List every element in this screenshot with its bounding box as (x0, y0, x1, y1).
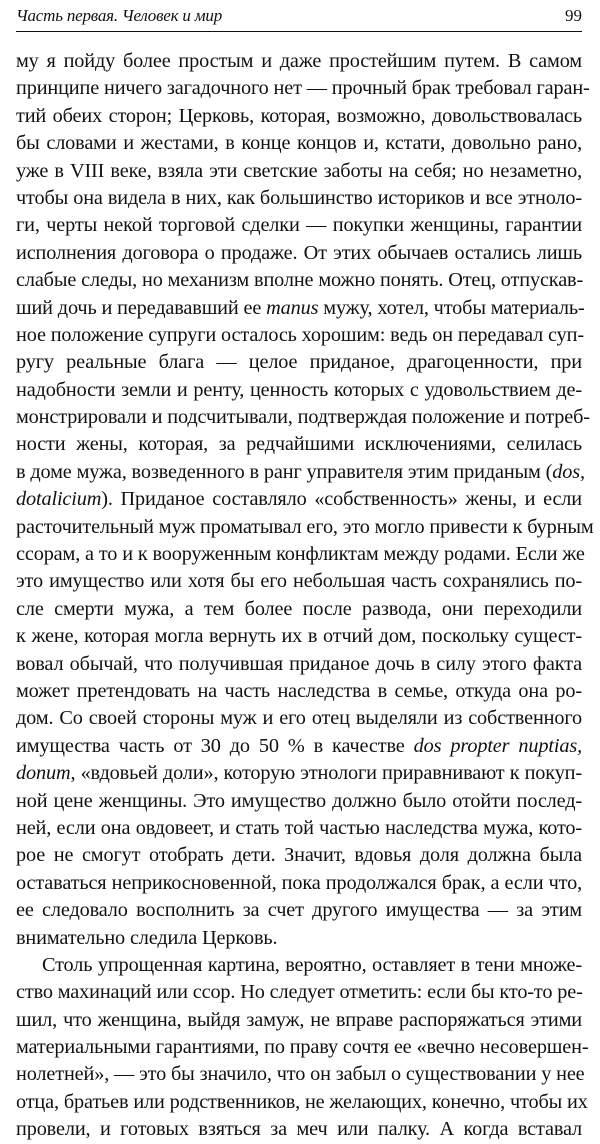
text-run: исполнения договора о продаже. От этих обычаев остались лишь (16, 241, 582, 264)
text-run: в доме мужа, возведенного в ранг управителя этим приданым ( (16, 460, 553, 483)
italic-term: dos propter nuptias, (413, 734, 582, 757)
text-run: чтобы она видела в них, как большинство историков и все этноло- (16, 186, 582, 209)
text-run: ство махинаций или ссор. Но следует отметить: если бы кто-то ре- (16, 981, 583, 1004)
text-run: , «вдовьей доли», которую этнологи приравнивают к покуп- (70, 762, 582, 785)
text-line (16, 760, 582, 787)
text-line (16, 1116, 582, 1143)
italic-term: dos, (552, 460, 585, 483)
text-line (16, 459, 585, 486)
text-run: монстрировали и подсчитывали, подтверждая положение и потреб- (16, 406, 590, 429)
text-line (16, 322, 582, 349)
text-line (16, 678, 582, 705)
text-line (16, 240, 582, 267)
text-run: слабые следы, но механизм вполне можно понять. Отец, отпускав- (16, 269, 584, 292)
text-line (16, 130, 582, 157)
text-run: вовал обычай, что получившая приданое дочь в силу этого факта (16, 652, 582, 675)
text-line (16, 212, 582, 239)
running-title: Часть первая. Человек и мир (16, 6, 223, 25)
text-run: дом. Со своей стороны муж и его отец выделяли из собственного (16, 707, 582, 730)
text-line (16, 1034, 589, 1061)
text-line (16, 349, 582, 376)
text-run: материальными гарантиями, по праву сочтя ее «вечно несовершен- (16, 1036, 589, 1059)
text-run: шил, что женщина, выйдя замуж, не вправе распоряжаться этими (16, 1008, 582, 1031)
text-run: ссорам, а то и к вооруженным конфликтам между родами. Если же (16, 543, 585, 566)
text-line (16, 842, 582, 869)
text-run: рое не смогут отобрать дети. Значит, вдовья доля должна была (16, 844, 582, 867)
text-run: оставаться неприкосновенной, пока продолжался брак, а если что, (16, 871, 582, 894)
text-line (16, 404, 590, 431)
text-run: ности жены, которая, за редчайшими исключениями, селилась (16, 433, 582, 456)
text-line (16, 1089, 588, 1116)
text-line (16, 295, 585, 322)
italic-term: manus (266, 296, 319, 319)
text-run: ее следовало восполнить за счет другого имущества — за этим (16, 899, 582, 922)
text-run: нолетней», — это бы значило, что он забыл о существовании у нее (16, 1063, 585, 1086)
text-line (16, 267, 582, 294)
text-line (16, 979, 582, 1006)
text-run: му я пойду более простым и даже простейшим путем. В самом (16, 50, 582, 72)
text-run: ной цене женщины. Это имущество должно было отойти послед- (16, 789, 582, 812)
text-run: ший дочь и передававший ее (16, 296, 267, 319)
text-line (16, 377, 582, 404)
text-run: Столь упрощенная картина, вероятно, оставляет в тени множе- (42, 953, 582, 976)
text-line (16, 568, 582, 595)
text-line (16, 897, 582, 924)
text-run: ней, если она овдовеет, и стать той частью наследства мужа, кото- (16, 816, 582, 839)
text-line (16, 1007, 582, 1034)
text-line (16, 541, 585, 568)
text-run: принципе ничего загадочного нет — прочный брак требовал гаран- (16, 77, 590, 100)
text-line (16, 48, 582, 75)
text-run: мужу, хотел, чтобы материаль- (318, 296, 585, 319)
italic-term: donum (16, 762, 71, 785)
page-number: 99 (565, 6, 582, 25)
text-run: уже в VIII веке, взяла эти светские заботы на себя; но незаметно, (16, 159, 582, 182)
text-run: расточительный муж проматывал его, это могло привести к бурным (16, 515, 594, 538)
text-run: может претендовать на часть наследства в семье, откуда она ро- (16, 679, 582, 702)
text-run: ги, черты некой торговой сделки — покупки женщины, гарантии (16, 214, 582, 237)
text-line (16, 705, 582, 732)
text-line (16, 596, 582, 623)
text-line (16, 788, 582, 815)
text-line (16, 815, 582, 842)
text-line (16, 870, 582, 897)
text-line (16, 431, 582, 458)
text-line (16, 651, 582, 678)
text-line (16, 1061, 585, 1088)
text-line (16, 486, 582, 513)
text-line (16, 623, 582, 650)
text-run: ное положение супруги осталось хорошим: ведь он передавал суп- (16, 323, 584, 346)
text-run: бы словами и жестами, в конце концов и, кстати, довольно рано, (16, 132, 582, 155)
text-run: надобности земли и ренту, ценность которых с удовольствием де- (16, 378, 582, 401)
text-run: провели, и готовых взяться за меч или палку. А когда вставал (16, 1118, 582, 1141)
text-run: ). Приданое составляло «собственность» жены, и если (101, 488, 582, 511)
text-run: к жене, которая могла вернуть их в отчий дом, поскольку сущест- (16, 625, 582, 648)
italic-term: dotalicium (16, 488, 102, 511)
text-run: это имущество или хотя бы его небольшая часть сохранялись по- (16, 570, 582, 593)
text-run: внимательно следила Церковь. (16, 926, 278, 949)
text-line (16, 75, 590, 102)
text-line (16, 925, 582, 952)
text-run: сле смерти мужа, а тем более после развода, они переходили (16, 597, 582, 620)
text-line (16, 158, 582, 185)
text-run: имущества часть от 30 до 50 % в качестве (16, 734, 414, 757)
text-line (16, 733, 582, 760)
text-line (16, 103, 582, 130)
text-line (16, 185, 582, 212)
page-header (16, 4, 582, 30)
text-run: ругу реальные блага — целое приданое, драгоценности, при (16, 351, 582, 374)
header-rule (16, 31, 582, 32)
text-run: отца, братьев или родственников, не желающих, конечно, чтобы их (16, 1090, 588, 1113)
text-line (16, 952, 582, 979)
text-line (16, 514, 594, 541)
body-text (16, 48, 594, 1144)
text-run: тий обеих сторон; Церковь, которая, возможно, довольствовалась (16, 104, 582, 127)
